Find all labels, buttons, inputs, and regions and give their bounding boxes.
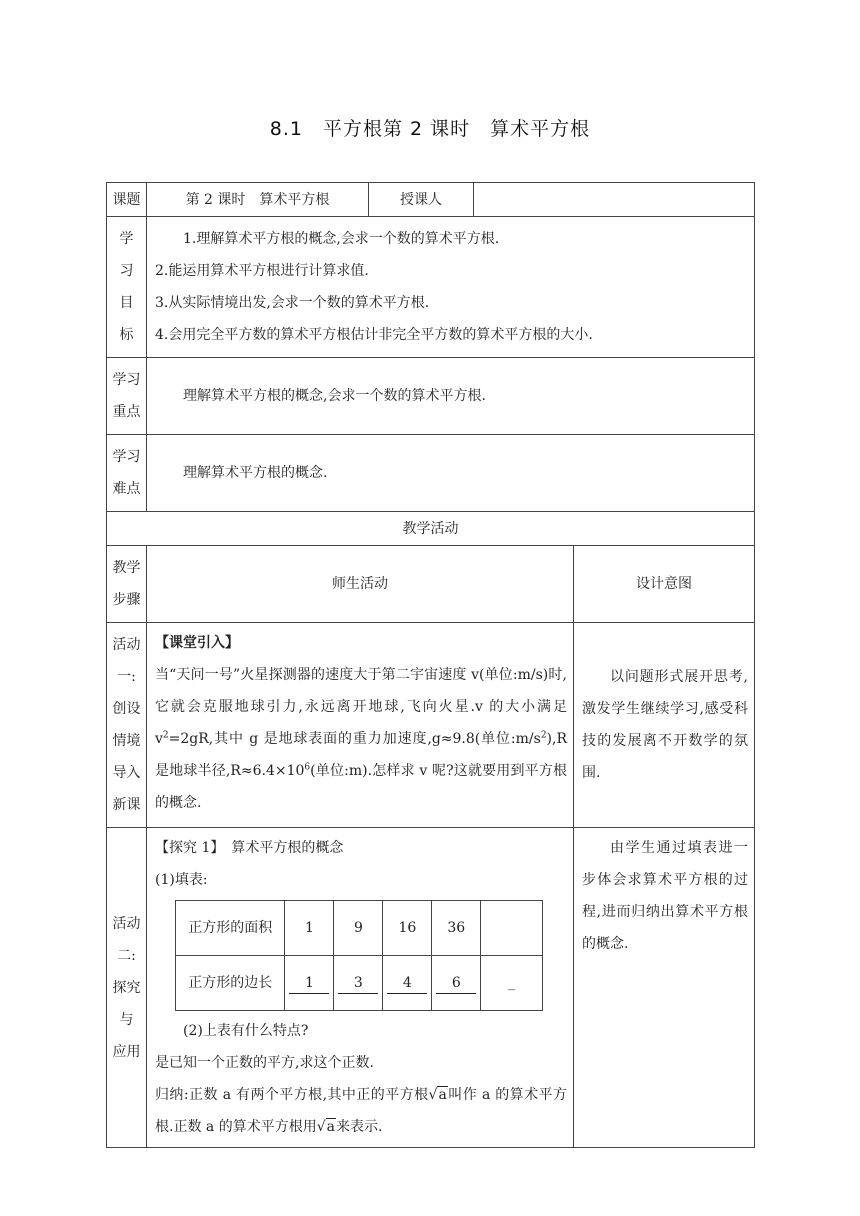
- activity1-heading: 【课堂引入】: [155, 635, 239, 651]
- objective-item: 4.会用完全平方数的算术平方根估计非完全平方数的算术平方根的大小.: [155, 327, 593, 343]
- lesson-plan-table: [106, 182, 755, 1148]
- activities-header-row: [107, 512, 755, 546]
- activities-header: 教学活动: [107, 512, 755, 546]
- question-2: (2)上表有什么特点?: [183, 1023, 309, 1039]
- objectives-content: [147, 217, 755, 358]
- area-row: [176, 901, 543, 956]
- teacher-value: [474, 183, 755, 217]
- difficulty-label: 学习 难点: [107, 435, 147, 512]
- course-label: 课题: [107, 183, 147, 217]
- activity-header: 师生活动: [147, 546, 574, 623]
- activity1-text: 当“天问一号”火星探测器的速度大于第二宇宙速度 v(单位:m/s)时,它就会克服地球引力,永远离开地球,飞向火星.v 的大小满足 $v^2=2gR$,其中 g 是地球表面的重力加速度,g≈9.8(单位$:m/s^2),R$ 是地球半径$,R\approx 6.4\times 10^6$(单位:m).怎样求 v 呢?这就要用到平方根的概念.: [155, 667, 568, 811]
- steps-header: 教学 步骤: [107, 546, 147, 623]
- key-point-label: 学习 重点: [107, 358, 147, 435]
- course-value: 第 2 课时 算术平方根: [147, 183, 369, 217]
- area-cell: [481, 901, 543, 956]
- sqrt-symbol: √a: [428, 1087, 447, 1103]
- sqrt-symbol: √a: [316, 1119, 335, 1135]
- columns-row: [107, 546, 755, 623]
- activity2-content: [147, 828, 574, 1148]
- intent-header: 设计意图: [574, 546, 755, 623]
- area-label: 正方形的面积: [176, 901, 285, 956]
- side-cell: _: [481, 956, 543, 1011]
- side-label: 正方形的边长: [176, 956, 285, 1011]
- activity2-label: 活动 二: 探究 与 应用: [107, 828, 147, 1148]
- course-row: [107, 183, 755, 217]
- objectives-label: 学 习 目 标: [107, 217, 147, 358]
- activity1-intent: 以问题形式展开思考,激发学生继续学习,感受科技的发展离不开数学的氛围.: [574, 623, 755, 828]
- activity2-row: [107, 828, 755, 1148]
- area-cell: 1: [285, 901, 334, 956]
- difficulty-content: 理解算术平方根的概念.: [147, 435, 755, 512]
- question-2-answer: 是已知一个正数的平方,求这个正数.: [155, 1055, 374, 1071]
- activity2-heading: 【探究 1】 算术平方根的概念: [155, 840, 344, 856]
- side-row: [176, 956, 543, 1011]
- side-cell: 1: [285, 956, 334, 1011]
- area-cell: 36: [432, 901, 481, 956]
- area-cell: 16: [383, 901, 432, 956]
- page-title: 8.1 平方根第 2 课时 算术平方根: [269, 118, 591, 140]
- activity1-label: 活动 一: 创设 情境 导入 新课: [107, 623, 147, 828]
- objective-item: 3.从实际情境出发,会求一个数的算术平方根.: [155, 295, 430, 311]
- teacher-label: 授课人: [369, 183, 474, 217]
- key-point-row: [107, 358, 755, 435]
- side-cell: 3: [334, 956, 383, 1011]
- objective-item: 2.能运用算术平方根进行计算求值.: [155, 263, 369, 279]
- fill-label: (1)填表:: [155, 872, 208, 888]
- activity1-content: [147, 623, 574, 828]
- area-cell: 9: [334, 901, 383, 956]
- activity1-row: [107, 623, 755, 828]
- square-table: [175, 900, 543, 1011]
- objectives-row: [107, 217, 755, 358]
- side-cell: 6: [432, 956, 481, 1011]
- activity2-intent: 由学生通过填表进一步体会求算术平方根的过程,进而归纳出算术平方根的概念.: [574, 828, 755, 1148]
- difficulty-row: [107, 435, 755, 512]
- summary: 归纳:正数 a 有两个平方根,其中正的平方根√a叫作 a 的算术平方根.正数 a 的算术平方根用√a来表示.: [155, 1079, 567, 1143]
- side-cell: 4: [383, 956, 432, 1011]
- key-point-content: 理解算术平方根的概念,会求一个数的算术平方根.: [147, 358, 755, 435]
- objective-item: 1.理解算术平方根的概念,会求一个数的算术平方根.: [183, 231, 500, 247]
